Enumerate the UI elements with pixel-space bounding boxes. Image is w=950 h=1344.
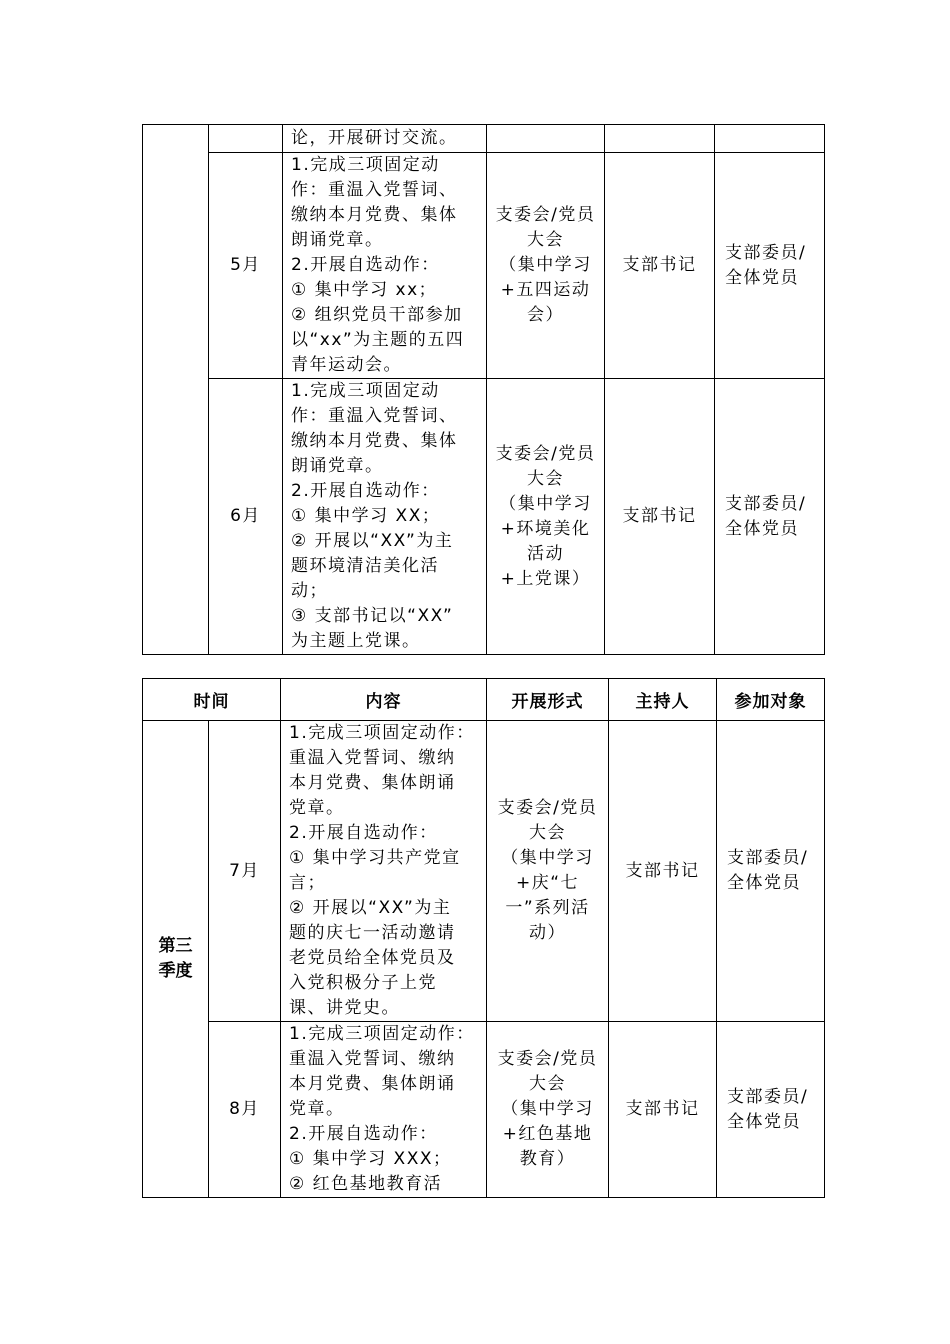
text-line: ③ 支部书记以“XX” [291,606,454,626]
text-line: ② 组织党员干部参加 [291,305,463,325]
text-line: 朗诵党章。 [291,456,384,476]
text-line: 教育） [519,1149,576,1169]
text-line: 以“xx”为主题的五四 [291,330,465,350]
text-line: （集中学习 [499,255,592,275]
text-line: ② 开展以“XX”为主 [289,898,452,918]
header-time: 时间 [143,679,281,721]
text-line: 2.开展自选动作： [291,255,440,275]
text-line: 1.完成三项固定动 [291,381,440,401]
participants-cell [717,721,825,1022]
text-line: 课、讲党史。 [289,998,400,1018]
content-cell [281,721,487,1022]
text-line: 题环境清洁美化活 [291,556,439,576]
text-line: 题的庆七一活动邀请 [289,923,456,943]
text-line: 缴纳本月党费、集体 [291,205,458,225]
text-line: 全体党员 [727,873,801,893]
text-line: 季度 [158,961,193,981]
text-line: 重温入党誓词、缴纳 [289,748,456,768]
month-cell: 5月 [209,153,283,379]
host-cell: 支部书记 [605,379,715,655]
text-line: 2.开展自选动作： [289,823,438,843]
text-line: （集中学习 [499,493,592,514]
form-cell [487,1022,609,1198]
text-line: +庆“七 [515,873,580,893]
text-line: 支部委员/ [727,1086,809,1107]
header-content: 内容 [281,679,487,721]
text-line: 大会 [529,1074,566,1094]
participants-cell [715,379,825,655]
text-line: 支部委员/ [727,848,809,868]
table-row [143,1022,825,1198]
table-row [143,125,825,153]
header-form: 开展形式 [487,679,609,721]
form-cell [487,721,609,1022]
text-line: 活动 [527,543,564,564]
host-cell: 支部书记 [609,1022,717,1198]
text-line: 为主题上党课。 [291,631,421,651]
text-line: 作：重温入党誓词、 [291,406,458,426]
host-cell [605,125,715,153]
host-cell: 支部书记 [605,153,715,379]
text-line: 支部委员/ [725,493,807,514]
plan-table-third-quarter [142,678,825,1198]
host-cell: 支部书记 [609,721,717,1022]
text-line: ① 集中学习 xx； [291,280,438,300]
table-row [143,153,825,379]
text-line: 大会 [527,468,564,489]
form-cell [487,125,605,153]
text-line: 朗诵党章。 [291,230,384,250]
participants-cell [715,153,825,379]
text-line: 本月党费、集体朗诵 [289,1074,456,1094]
text-line: +环境美化 [500,518,591,539]
text-line: 党章。 [289,798,345,818]
participants-cell [715,125,825,153]
text-line: 一”系列活 [505,898,590,918]
content-cell [283,379,487,655]
text-line: 大会 [529,823,566,843]
table-header-row [143,679,825,721]
header-host: 主持人 [609,679,717,721]
table-row [143,721,825,1022]
text-line: 1.完成三项固定动作： [289,1024,475,1044]
text-line: 支委会/党员 [497,798,598,818]
text-line: （集中学习 [501,848,594,868]
text-line: 大会 [527,230,564,250]
text-line: ① 集中学习 XX； [291,506,441,526]
text-line: 言； [289,873,326,893]
month-cell: 6月 [209,379,283,655]
text-line: 支委会/党员 [497,1049,598,1069]
text-line: 党章。 [289,1099,345,1119]
text-line: 1.完成三项固定动 [291,155,440,175]
participants-cell [717,1022,825,1198]
text-line: ① 集中学习共产党宣 [289,848,461,868]
text-line: 青年运动会。 [291,355,402,375]
content-cell [283,153,487,379]
text-line: 1.完成三项固定动作： [289,723,475,743]
quarter-cell [143,721,209,1198]
header-participants: 参加对象 [717,679,825,721]
text-line: 作：重温入党誓词、 [291,180,458,200]
text-line: 支委会/党员 [495,205,596,225]
month-cell: 8月 [209,1022,281,1198]
text-line: 第三 [158,936,193,956]
text-line: 2.开展自选动作： [289,1124,438,1144]
text-line: 全体党员 [725,267,799,288]
text-line: ② 开展以“XX”为主 [291,531,454,551]
text-line: 支部委员/ [725,242,807,263]
text-line: 动） [529,923,566,943]
text-line: 本月党费、集体朗诵 [289,773,456,793]
text-line: ② 红色基地教育活 [289,1174,443,1194]
form-cell [487,153,605,379]
text-line: 会） [527,305,564,325]
text-line: ① 集中学习 XXX； [289,1149,452,1169]
text-line: 2.开展自选动作： [291,481,440,501]
text-line: 入党积极分子上党 [289,973,437,993]
quarter-cell [143,125,209,655]
content-cell [281,1022,487,1198]
text-line: +红色基地 [502,1124,593,1144]
text-line: 支委会/党员 [495,443,596,464]
text-line: 重温入党誓词、缴纳 [289,1049,456,1069]
text-line: （集中学习 [501,1099,594,1119]
text-line: 缴纳本月党费、集体 [291,431,458,451]
text-line: 全体党员 [725,518,799,539]
form-cell [487,379,605,655]
text-line: +上党课） [500,568,591,589]
text-line: +五四运动 [500,280,591,300]
month-cell: 7月 [209,721,281,1022]
table-row [143,379,825,655]
content-cell: 论，开展研讨交流。 [283,125,487,153]
text-line: 老党员给全体党员及 [289,948,456,968]
text-line: 动； [291,581,328,601]
plan-table-continued [142,124,825,655]
text-line: 全体党员 [727,1111,801,1132]
month-cell [209,125,283,153]
